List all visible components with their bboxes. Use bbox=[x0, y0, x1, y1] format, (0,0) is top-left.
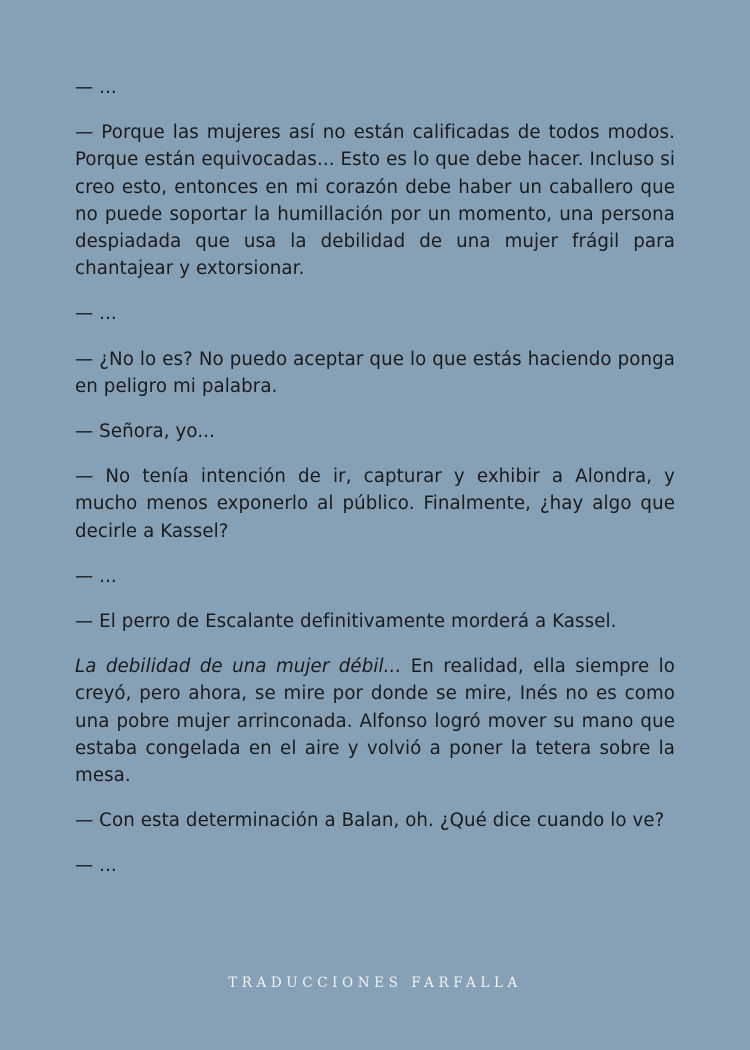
paragraph-text: — ... bbox=[75, 565, 117, 587]
dialogue-paragraph-2 bbox=[75, 119, 675, 282]
paragraph-text: — ... bbox=[75, 855, 117, 877]
dialogue-paragraph-6 bbox=[75, 463, 675, 545]
paragraph-text: — Señora, yo... bbox=[75, 421, 215, 443]
footer-credit: TRADUCCIONES FARFALLA bbox=[228, 975, 522, 991]
dialogue-paragraph-3 bbox=[75, 300, 675, 327]
dialogue-paragraph-7 bbox=[75, 563, 675, 590]
dialogue-paragraph-8 bbox=[75, 608, 675, 635]
dialogue-paragraph-1 bbox=[75, 74, 675, 101]
paragraph-text: — Con esta determinación a Balan, oh. ¿Qué dice cuando lo ve? bbox=[75, 810, 665, 832]
narration-paragraph bbox=[75, 653, 675, 789]
dialogue-paragraph-4 bbox=[75, 346, 675, 400]
paragraph-text: — No tenía intención de ir, capturar y exhibir a Alondra, y mucho menos exponerlo al público. Finalmente, ¿hay algo que decirle a Kassel? bbox=[75, 466, 675, 542]
dialogue-paragraph-10 bbox=[75, 852, 675, 879]
paragraph-text: — ... bbox=[75, 77, 117, 98]
paragraph-text: En realidad, ella siempre lo creyó, pero ahora, se mire por donde se mire, Inés no es como una pobre mujer arrinconada. Alfonso logró mover su mano que estaba congelada en el aire y volvió a poner la tetera sobre la mesa. bbox=[75, 656, 675, 787]
dialogue-paragraph-9 bbox=[75, 807, 675, 834]
paragraph-text: — ... bbox=[75, 303, 117, 325]
paragraph-text: — ¿No lo es? No puedo aceptar que lo que estás haciendo ponga en peligro mi palabra. bbox=[75, 348, 675, 397]
body-text bbox=[75, 74, 675, 898]
italic-phrase: La debilidad de una mujer débil... bbox=[75, 656, 402, 678]
paragraph-text: — Porque las mujeres así no están calificadas de todos modos. Porque están equivocadas... Esto es lo que debe hacer. Incluso si creo esto, entonces en mi corazón debe haber un caballero que no puede soportar la humillación por un momento, una persona despiadada que usa la debilidad de una mujer frágil para chantajear y extorsionar. bbox=[75, 122, 675, 280]
dialogue-paragraph-5 bbox=[75, 418, 675, 445]
paragraph-text: — El perro de Escalante definitivamente morderá a Kassel. bbox=[75, 611, 617, 633]
